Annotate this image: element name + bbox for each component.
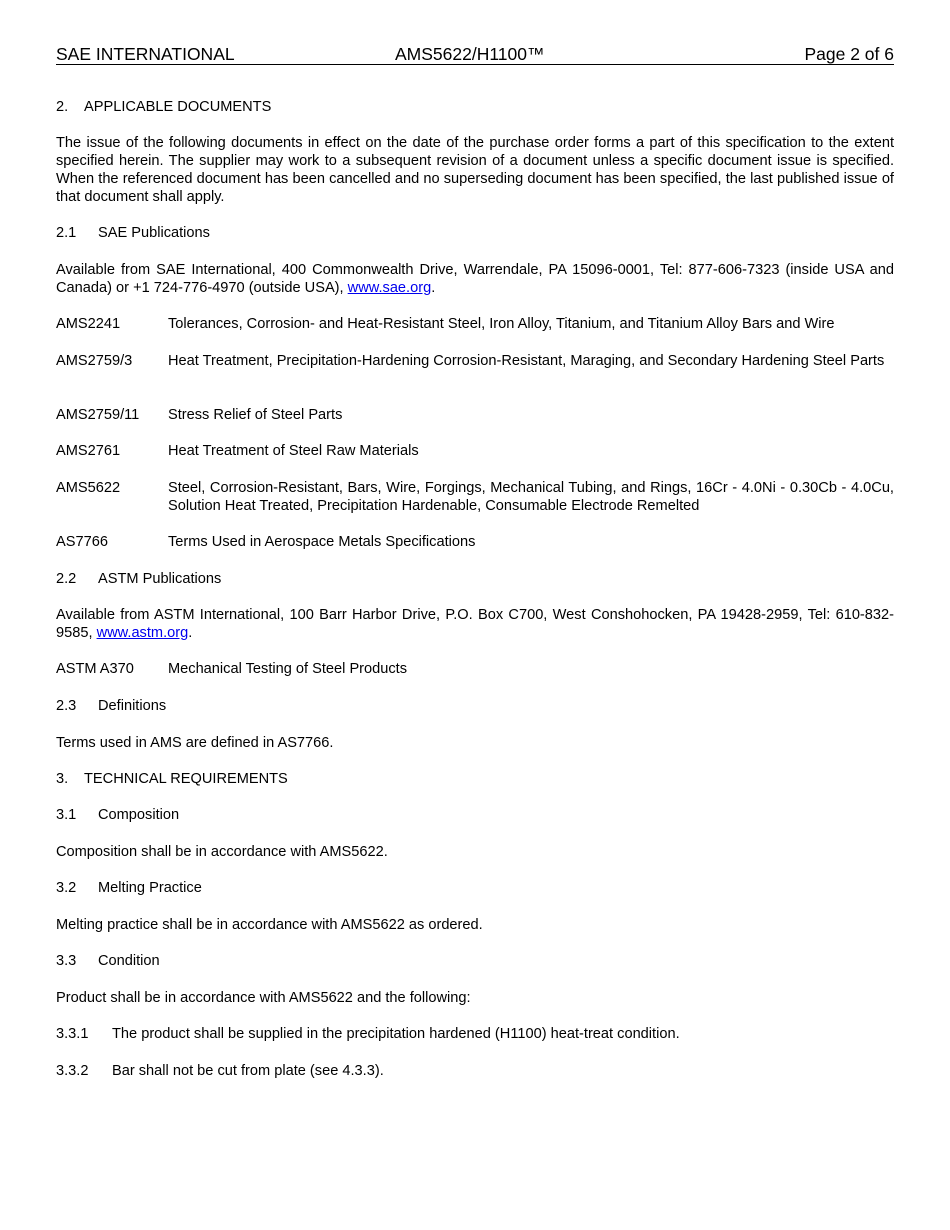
section-2-body: The issue of the following documents in effect on the date of the purchase order forms a part of this specification to the extent specified herein. The supplier may work to a subsequent revision of a document unless a specific document issue is specified. When the referenced document has been cancelled and no superseding document has been specified, the last published issue of that document shall apply. — [56, 135, 894, 205]
reference-title: Heat Treatment, Precipitation-Hardening Corrosion-Resistant, Maraging, and Secondary Hardening Steel Parts — [168, 353, 885, 369]
section-3-2-body: Melting practice shall be in accordance with AMS5622 as ordered. — [56, 917, 483, 933]
section-title: APPLICABLE DOCUMENTS — [84, 99, 272, 115]
reference-title: Terms Used in Aerospace Metals Specifications — [168, 534, 476, 550]
section-3-1-heading — [56, 806, 894, 824]
section-number: 3.3.1 — [56, 1026, 89, 1042]
section-number: 3.3.2 — [56, 1063, 89, 1079]
section-3-1-body: Composition shall be in accordance with AMS5622. — [56, 844, 388, 860]
reference-code: AMS2759/3 — [56, 353, 133, 369]
header-page-number: Page 2 of 6 — [804, 44, 894, 64]
section-number: 3.3 — [56, 953, 77, 969]
reference-code: AMS2761 — [56, 443, 121, 459]
section-3-3-1 — [56, 1025, 894, 1043]
section-title: TECHNICAL REQUIREMENTS — [84, 771, 288, 787]
section-text: The product shall be supplied in the precipitation hardened (H1100) heat-treat condition. — [112, 1026, 680, 1042]
reference-code: AMS5622 — [56, 480, 121, 496]
section-2-3-body: Terms used in AMS are defined in AS7766. — [56, 735, 334, 751]
sae-website-link[interactable]: www.sae.org — [347, 280, 432, 296]
section-2-heading — [56, 98, 894, 116]
section-title: Melting Practice — [98, 880, 202, 896]
section-3-heading — [56, 770, 894, 788]
section-3-3-body: Product shall be in accordance with AMS5622 and the following: — [56, 990, 471, 1006]
section-number: 2.2 — [56, 571, 77, 587]
section-2-2-body — [56, 606, 894, 642]
running-header — [56, 44, 894, 65]
reference-code: AS7766 — [56, 534, 108, 550]
reference-title: Mechanical Testing of Steel Products — [168, 661, 408, 677]
section-number: 2.3 — [56, 698, 77, 714]
reference-code: ASTM A370 — [56, 661, 134, 677]
section-2-1-heading — [56, 224, 894, 242]
sae-availability-end: . — [431, 280, 436, 296]
astm-availability-text: Available from ASTM International, 100 Barr Harbor Drive, P.O. Box C700, West Conshohocken, PA 19428-2959, Tel: 610-832-9585, — [56, 607, 894, 641]
section-2-1-body — [56, 261, 894, 297]
section-number: 2. — [56, 99, 69, 115]
header-spec-number: AMS5622/H1100™ — [395, 44, 545, 64]
section-3-3-2 — [56, 1062, 894, 1080]
astm-availability-end: . — [188, 625, 193, 641]
section-3-3-heading — [56, 952, 894, 970]
header-publisher: SAE INTERNATIONAL — [56, 44, 235, 64]
section-title: SAE Publications — [98, 225, 210, 241]
reference-title: Stress Relief of Steel Parts — [168, 407, 343, 423]
section-2-3-heading — [56, 697, 894, 715]
reference-code: AMS2759/11 — [56, 407, 140, 423]
section-title: ASTM Publications — [98, 571, 222, 587]
reference-title: Tolerances, Corrosion- and Heat-Resistant Steel, Iron Alloy, Titanium, and Titanium Alloy Bars and Wire — [168, 316, 835, 332]
section-number: 3.1 — [56, 807, 77, 823]
section-title: Definitions — [98, 698, 167, 714]
section-3-2-heading — [56, 879, 894, 897]
section-number: 3. — [56, 771, 69, 787]
astm-website-link[interactable]: www.astm.org — [96, 625, 189, 641]
section-text: Bar shall not be cut from plate (see 4.3.3). — [112, 1063, 384, 1079]
reference-title: Steel, Corrosion-Resistant, Bars, Wire, Forgings, Mechanical Tubing, and Rings, 16Cr - 4.0Ni - 0.30Cb - 4.0Cu, Solution Heat Treated, Precipitation Hardenable, Consumable Electrode Remelted — [168, 480, 894, 514]
reference-title: Heat Treatment of Steel Raw Materials — [168, 443, 419, 459]
sae-availability-text: Available from SAE International, 400 Commonwealth Drive, Warrendale, PA 15096-0001, Tel: 877-606-7323 (inside USA and Canada) or +1 724-776-4970 (outside USA), — [56, 262, 894, 296]
section-title: Condition — [98, 953, 160, 969]
section-number: 2.1 — [56, 225, 77, 241]
reference-code: AMS2241 — [56, 316, 121, 332]
section-number: 3.2 — [56, 880, 77, 896]
section-2-2-heading — [56, 570, 894, 588]
section-title: Composition — [98, 807, 180, 823]
